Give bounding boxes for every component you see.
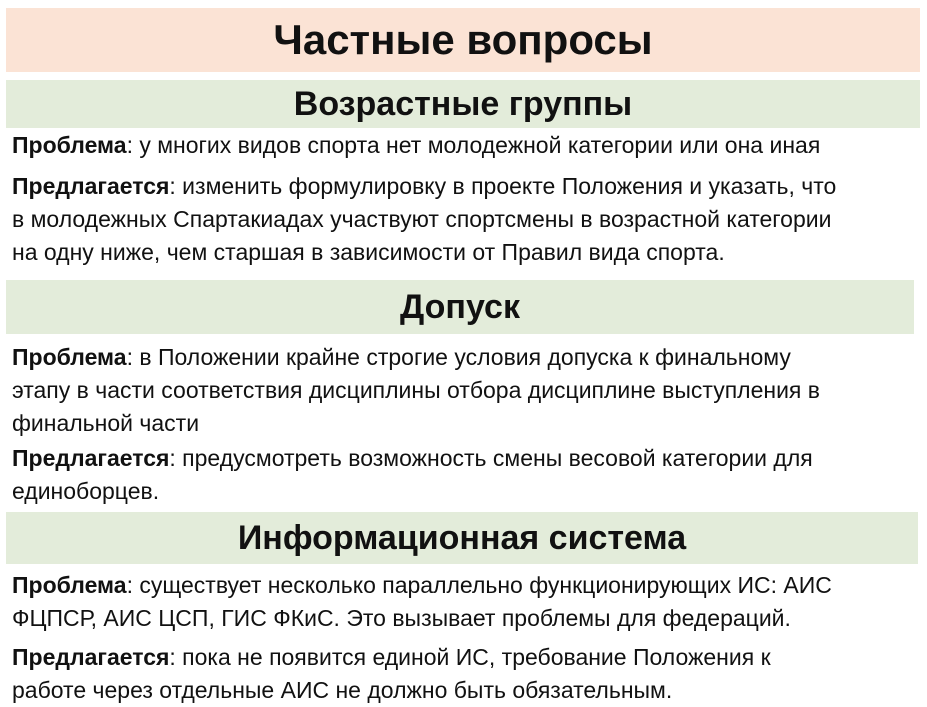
proposal-text-line: в молодежных Спартакиадах участвуют спортсмены в возрастной категории bbox=[12, 206, 832, 232]
proposal-text-line: работе через отдельные АИС не должно быть обязательным. bbox=[12, 677, 673, 703]
page-title-banner bbox=[6, 8, 920, 72]
info-system-problem bbox=[12, 569, 832, 635]
age-groups-problem bbox=[12, 129, 820, 162]
problem-label: Проблема bbox=[12, 344, 127, 370]
proposal-label: Предлагается bbox=[12, 445, 170, 471]
page-title: Частные вопросы bbox=[273, 16, 653, 63]
problem-label: Проблема bbox=[12, 572, 127, 598]
problem-text-line: : в Положении крайне строгие условия допуска к финальному bbox=[126, 344, 791, 370]
section-heading-text: Информационная система bbox=[237, 518, 687, 557]
proposal-text-line: на одну ниже, чем старшая в зависимости от Правил вида спорта. bbox=[12, 239, 725, 265]
problem-text-line: ФЦПСР, АИС ЦСП, ГИС ФКиС. Это вызывает проблемы для федераций. bbox=[12, 605, 791, 631]
problem-text-line: финальной части bbox=[12, 410, 200, 436]
section-heading-info-system bbox=[6, 512, 918, 564]
proposal-text-line: единоборцев. bbox=[12, 478, 160, 504]
admission-problem bbox=[12, 341, 820, 440]
section-heading-age-groups bbox=[6, 80, 920, 128]
problem-text-line: : существует несколько параллельно функционирующих ИС: АИС bbox=[126, 572, 832, 598]
problem-text-line: : у многих видов спорта нет молодежной категории или она иная bbox=[126, 132, 821, 158]
age-groups-proposal bbox=[12, 170, 836, 269]
problem-label: Проблема bbox=[12, 132, 127, 158]
problem-text-line: этапу в части соответствия дисциплины отбора дисциплине выступления в bbox=[12, 377, 820, 403]
proposal-label: Предлагается bbox=[12, 644, 170, 670]
info-system-proposal bbox=[12, 641, 771, 707]
section-heading-admission bbox=[6, 280, 914, 334]
proposal-text-line: : предусмотреть возможность смены весовой категории для bbox=[169, 445, 813, 471]
section-heading-text: Возрастные группы bbox=[293, 84, 633, 123]
proposal-label: Предлагается bbox=[12, 173, 170, 199]
section-heading-text: Допуск bbox=[400, 287, 520, 326]
admission-proposal bbox=[12, 442, 813, 508]
proposal-text-line: : пока не появится единой ИС, требование Положения к bbox=[169, 644, 771, 670]
proposal-text-line: : изменить формулировку в проекте Положения и указать, что bbox=[169, 173, 837, 199]
